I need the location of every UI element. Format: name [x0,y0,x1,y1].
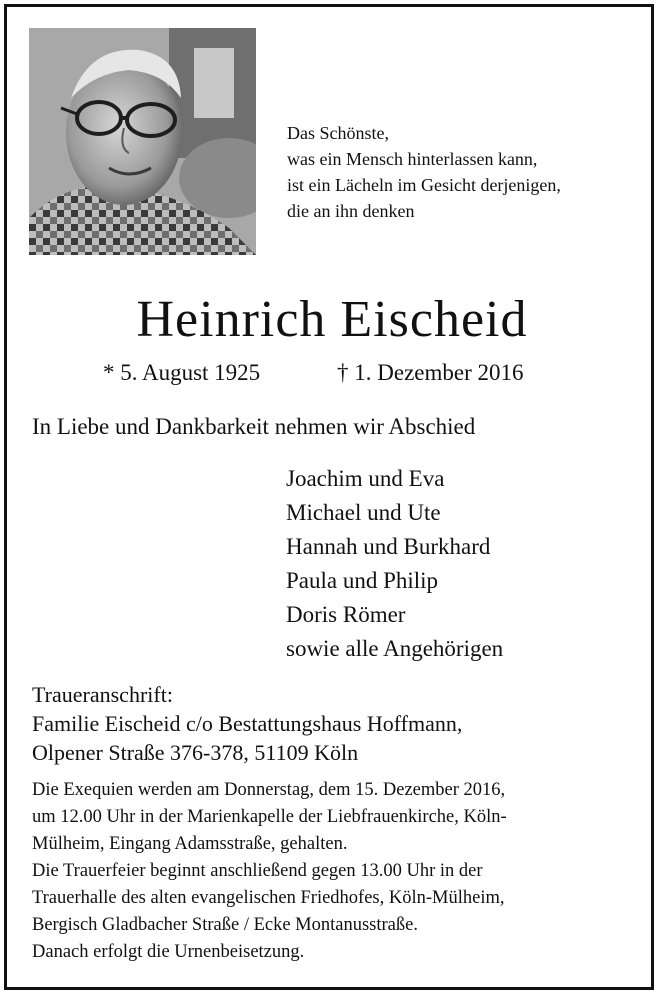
quote-line: was ein Mensch hinterlassen kann, [287,149,538,169]
mourners-list [286,462,503,666]
mourner-item: sowie alle Angehörigen [286,636,504,661]
address-label: Traueranschrift: [32,682,173,707]
address-line-2: Olpener Straße 376-378, 51109 Köln [32,740,359,765]
ceremony-info [32,777,507,966]
portrait-photo [29,28,256,255]
quote [287,120,561,224]
info-line: um 12.00 Uhr in der Marienkapelle der Liebfrauenkirche, Köln- [32,807,507,827]
address-line-1: Familie Eischeid c/o Bestattungshaus Hoffmann, [32,711,463,736]
birth-date: * 5. August 1925 [103,360,261,385]
quote-line: die an ihn denken [287,201,415,221]
mourner-item: Hannah und Burkhard [286,534,491,559]
farewell-line: In Liebe und Dankbarkeit nehmen wir Abschied [32,414,476,439]
info-line: Danach erfolgt die Urnenbeisetzung. [32,942,305,962]
info-line: Die Exequien werden am Donnerstag, dem 15. Dezember 2016, [32,780,506,800]
quote-line: Das Schönste, [287,123,389,143]
mourner-item: Michael und Ute [286,500,441,525]
quote-line: ist ein Lächeln im Gesicht derjenigen, [287,175,561,195]
info-line: Die Trauerfeier beginnt anschließend gegen 13.00 Uhr in der [32,861,483,881]
death-date: † 1. Dezember 2016 [337,360,524,385]
deceased-name: Heinrich Eischeid [136,291,528,348]
info-line: Trauerhalle des alten evangelischen Friedhofes, Köln-Mülheim, [32,888,505,908]
info-line: Bergisch Gladbacher Straße / Ecke Montanusstraße. [32,915,418,935]
mourner-item: Doris Römer [286,602,406,627]
mourning-address [32,680,462,767]
info-line: Mülheim, Eingang Adamsstraße, gehalten. [32,834,348,854]
mourner-item: Joachim und Eva [286,466,445,491]
portrait-photo-icon [29,28,256,255]
mourner-item: Paula und Philip [286,568,439,593]
